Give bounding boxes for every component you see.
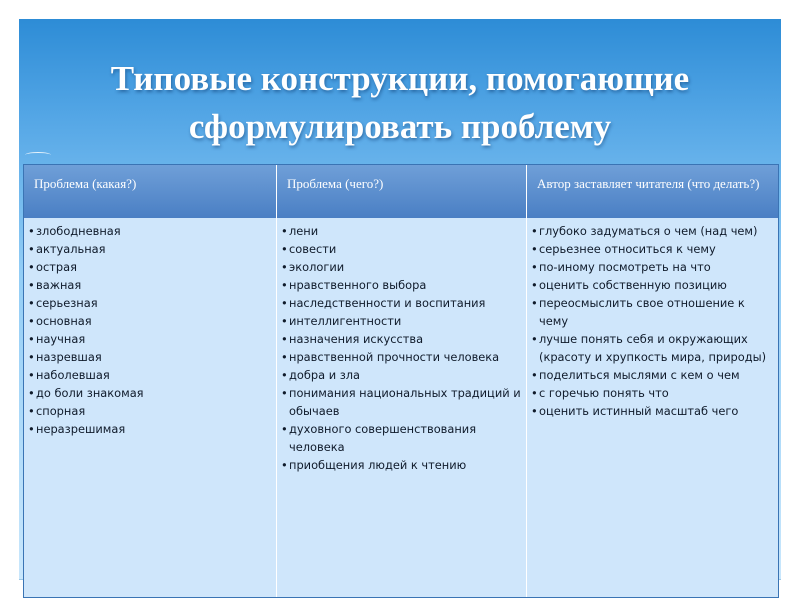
title-line-1: Типовые конструкции, помогающие [110,59,690,98]
list-item: • острая [28,258,274,276]
problems-table [23,164,779,598]
list-item: • духовного совершенствования человека [281,420,524,456]
list-item: • назначения искусства [281,330,524,348]
list-item: • серьезнее относиться к чему [531,240,776,258]
list-item: • оценить собственную позицию [531,276,776,294]
slide-title [19,55,781,151]
title-line-2: сформулировать проблему [188,107,612,146]
list-item: • спорная [28,402,274,420]
list-item: • нравственной прочности человека [281,348,524,366]
list-item: • лени [281,222,524,240]
column-problem-what-kind [24,218,277,597]
list-item: • до боли знакомая [28,384,274,402]
slide [19,19,781,580]
list-item: • оценить истинный масштаб чего [531,402,776,420]
adjectives-list [28,222,274,438]
list-item: • по-иному посмотреть на что [531,258,776,276]
list-item: • приобщения людей к чтению [281,456,524,474]
list-item: • глубоко задуматься о чем (над чем) [531,222,776,240]
header-problem-of-what: Проблема (чего?) [277,165,527,218]
list-item: • нравственного выбора [281,276,524,294]
list-item: • с горечью понять что [531,384,776,402]
table-header-row [24,165,778,218]
list-item: • злободневная [28,222,274,240]
list-item: • поделиться мыслями с кем о чем [531,366,776,384]
list-item: • лучше понять себя и окружающих (красоту и хрупкость мира, природы) [531,330,776,366]
column-author-makes-reader [527,218,778,597]
header-problem-what-kind: Проблема (какая?) [24,165,277,218]
list-item: • научная [28,330,274,348]
header-author-makes-reader: Автор заставляет читателя (что делать?) [537,176,760,191]
list-item: • добра и зла [281,366,524,384]
list-item: • актуальная [28,240,274,258]
topics-list [281,222,524,474]
list-item: • важная [28,276,274,294]
list-item: • наследственности и воспитания [281,294,524,312]
table-body [24,218,778,597]
list-item: • неразрешимая [28,420,274,438]
decorative-arc [25,152,51,158]
list-item: • назревшая [28,348,274,366]
list-item: • основная [28,312,274,330]
list-item: • наболевшая [28,366,274,384]
list-item: • понимания национальных традиций и обычаев [281,384,524,420]
list-item: • экологии [281,258,524,276]
list-item: • интеллигентности [281,312,524,330]
actions-list [531,222,776,420]
list-item: • серьезная [28,294,274,312]
list-item: • переосмыслить свое отношение к чему [531,294,776,330]
column-problem-of-what [277,218,527,597]
list-item: • совести [281,240,524,258]
